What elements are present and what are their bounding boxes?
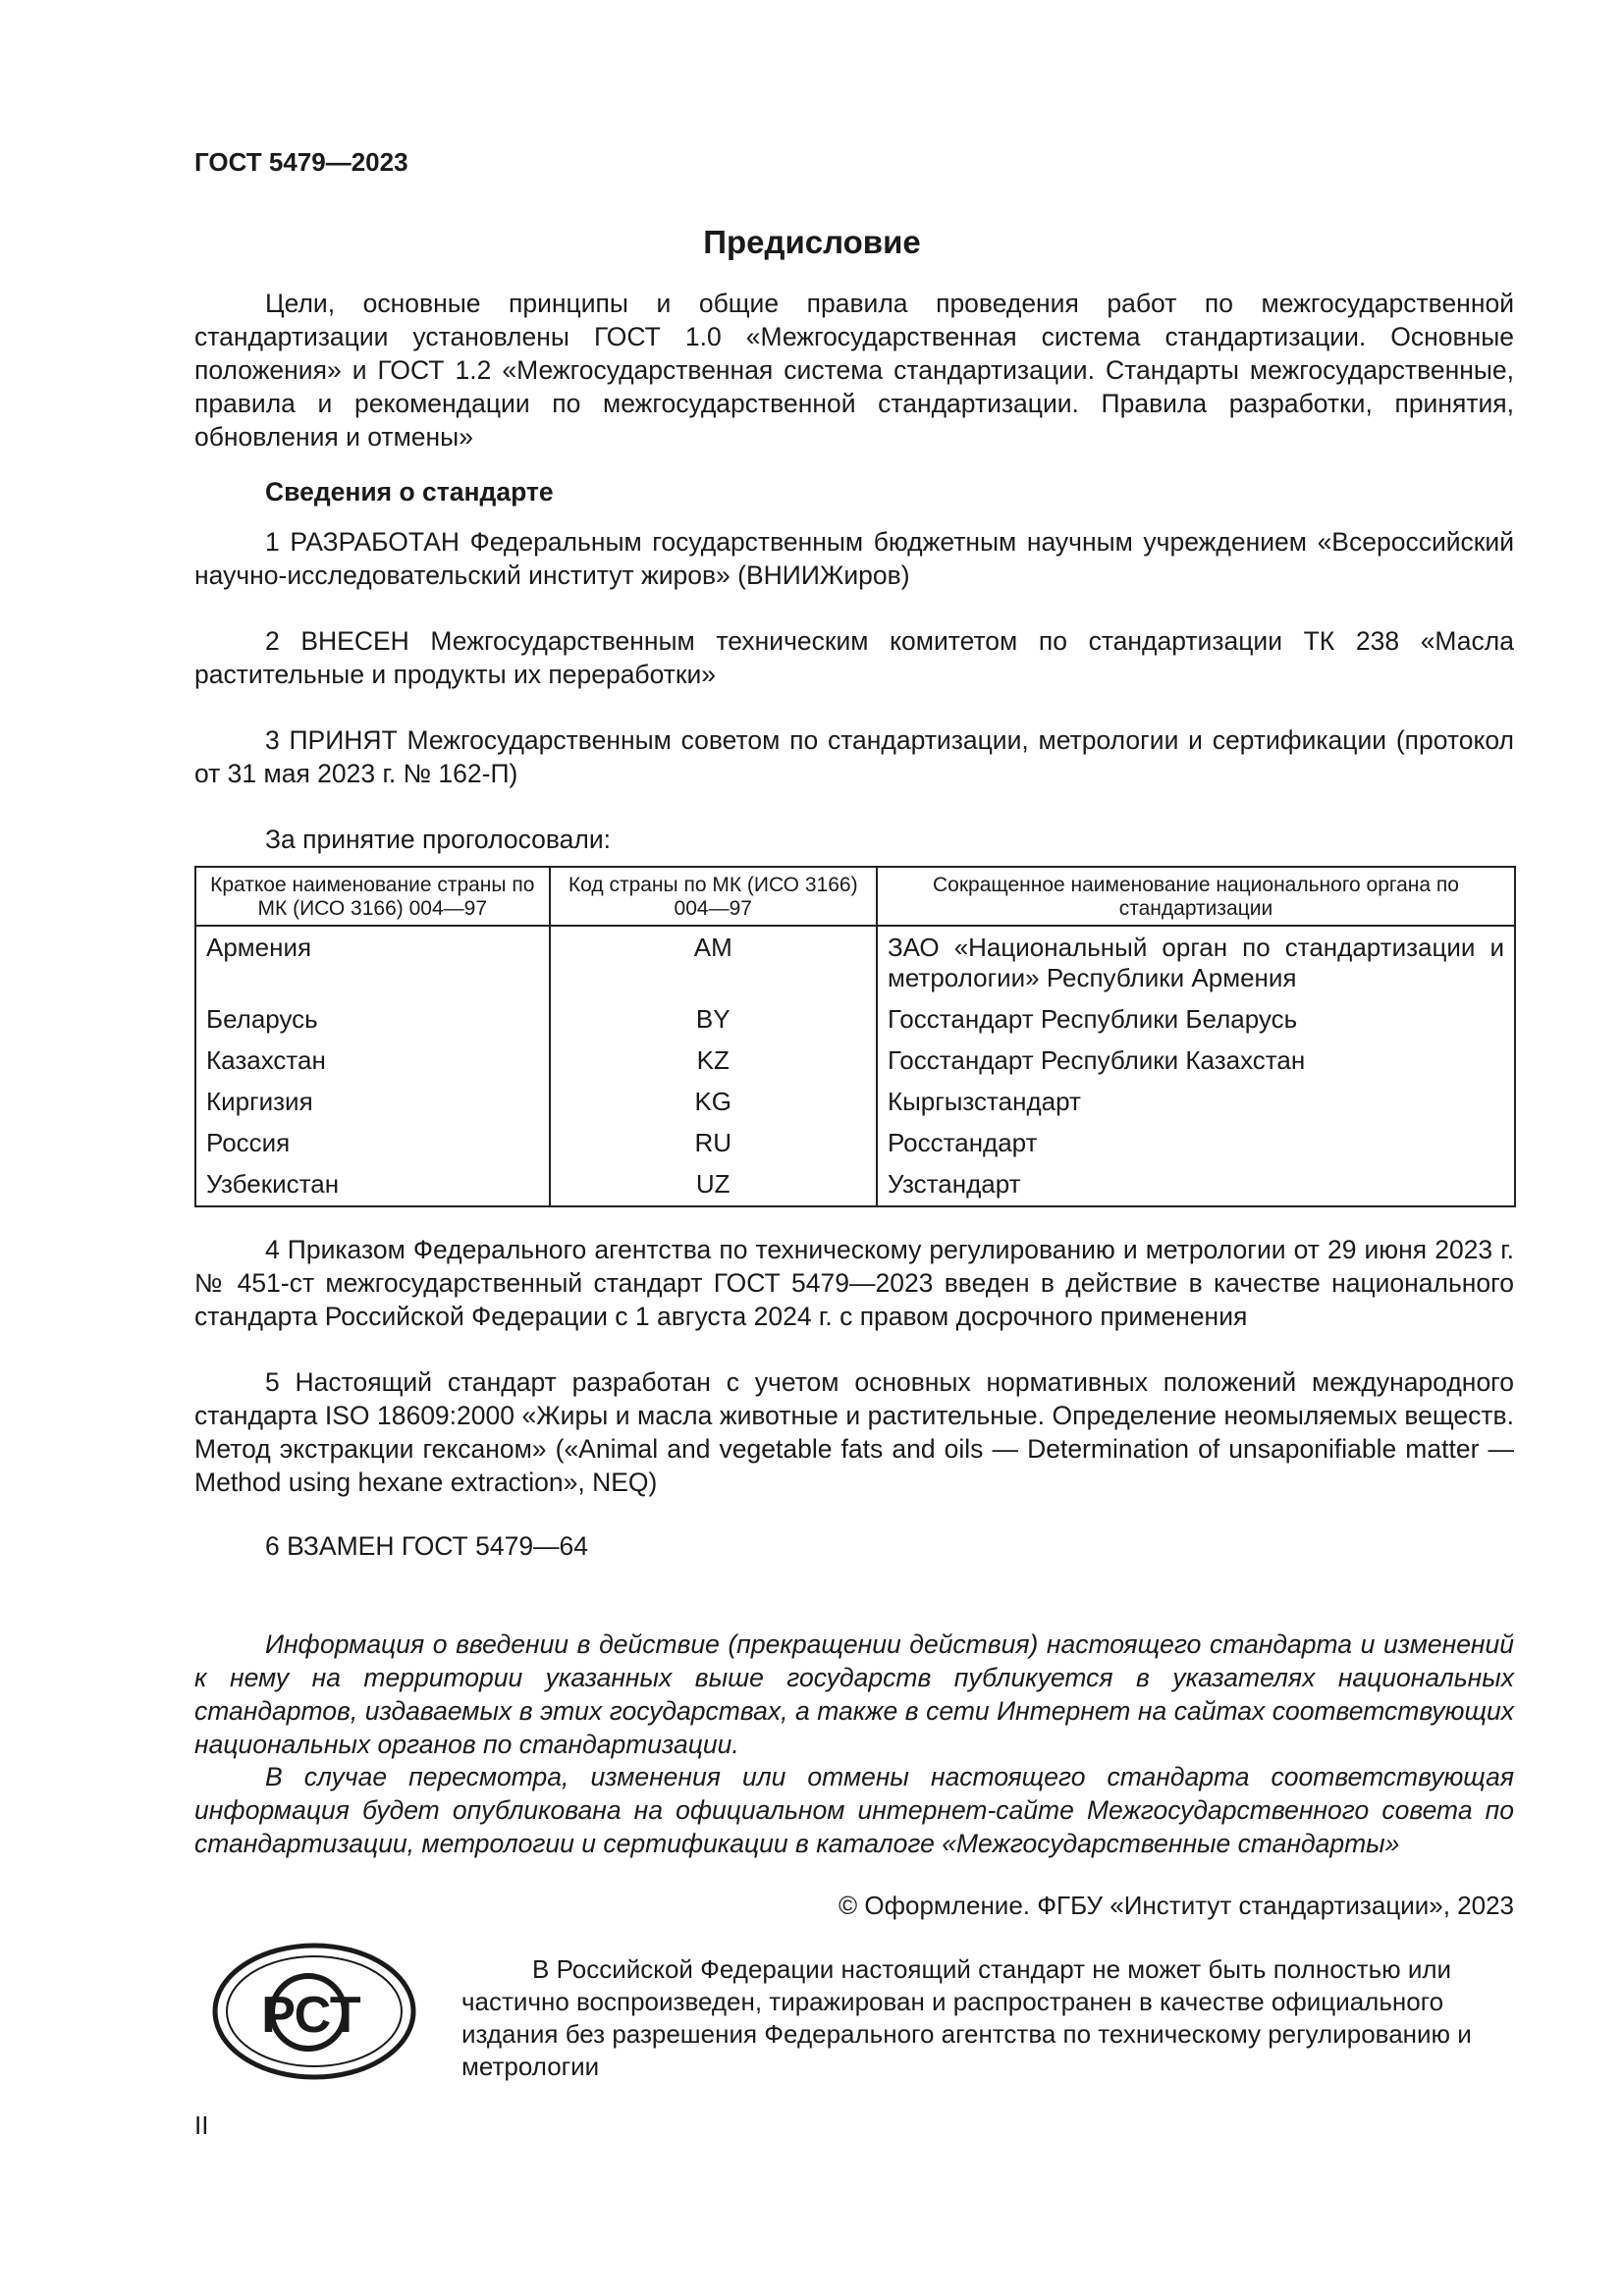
cell-org: Госстандарт Республики Беларусь <box>877 995 1515 1037</box>
table-row <box>195 1119 1515 1160</box>
logo-lettering: РСТ <box>261 1987 361 2044</box>
header-code: Код страны по МК (ИСО 3166) 004—97 <box>550 867 877 926</box>
item-5-basis: 5 Настоящий стандарт разработан с учетом основных нормативных положений международного стандарта ISO 18609:2000 «Жиры и масла животные и растительные. Определение неомыляемых веществ. Метод экстракции гексаном» («Animal and vegetable fats and oils — Determination of unsaponifiable matter — Method using hexane extraction», NEQ) <box>194 1367 1514 1497</box>
cell-code: RU <box>550 1119 877 1160</box>
rst-logo-icon <box>211 1942 417 2081</box>
table-header-row <box>195 867 1515 926</box>
header-org: Сокращенное наименование национального органа по стандартизации <box>877 867 1515 926</box>
item-1-developed: 1 РАЗРАБОТАН Федеральным государственным бюджетным научным учреждением «Всероссийский научно-исследовательский институт жиров» (ВНИИЖиров) <box>194 527 1514 590</box>
table-row <box>195 1160 1515 1206</box>
cell-country: Узбекистан <box>195 1160 550 1206</box>
section-heading: Сведения о стандарте <box>265 477 554 507</box>
cell-country: Киргизия <box>195 1078 550 1119</box>
cell-country: Армения <box>195 926 550 995</box>
cell-org: ЗАО «Национальный орган по стандартизации и метрологии» Республики Армения <box>877 926 1515 995</box>
item-6-replaces: 6 ВЗАМЕН ГОСТ 5479—64 <box>265 1531 589 1561</box>
notice-paragraph-2: В случае пересмотра, изменения или отмены настоящего стандарта соответствующая информация будет опубликована на официальном интернет-сайте Межгосударственного совета по стандартизации, метрологии и сертификации в каталоге «Межгосударственные стандарты» <box>194 1762 1514 1858</box>
copyright-line: © Оформление. ФГБУ «Институт стандартизации», 2023 <box>839 1891 1514 1920</box>
standard-code-header: ГОСТ 5479—2023 <box>194 147 408 177</box>
page-title: Предисловие <box>703 224 921 260</box>
cell-org: Кыргызстандарт <box>877 1078 1515 1119</box>
item-2-submitted: 2 ВНЕСЕН Межгосударственным техническим комитетом по стандартизации ТК 238 «Масла растительные и продукты их переработки» <box>194 626 1514 689</box>
cell-country: Россия <box>195 1119 550 1160</box>
item-3-adopted: 3 ПРИНЯТ Межгосударственным советом по стандартизации, метрологии и сертификации (протокол от 31 мая 2023 г. № 162-П) <box>194 725 1514 788</box>
table-row <box>195 926 1515 995</box>
table-row <box>195 1078 1515 1119</box>
voting-table <box>194 866 1516 1207</box>
cell-org: Госстандарт Республики Казахстан <box>877 1037 1515 1078</box>
cell-org: Росстандарт <box>877 1119 1515 1160</box>
cell-code: UZ <box>550 1160 877 1206</box>
header-country: Краткое наименование страны по МК (ИСО 3166) 004—97 <box>195 867 550 926</box>
cell-code: AM <box>550 926 877 995</box>
intro-paragraph: Цели, основные принципы и общие правила проведения работ по межгосударственной стандартизации установлены ГОСТ 1.0 «Межгосударственная система стандартизации. Основные положения» и ГОСТ 1.2 «Межгосударственная система стандартизации. Стандарты межгосударственные, правила и рекомендации по межгосударственной стандартизации. Правила разработки, принятия, обновления и отмены» <box>194 289 1514 452</box>
notice-paragraph-1: Информация о введении в действие (прекращении действия) настоящего стандарта и изменений к нему на территории указанных выше государств публикуется в указателях национальных стандартов, издаваемых в этих государствах, а также в сети Интернет на сайтах соответствующих национальных органов по стандартизации. <box>194 1629 1514 1759</box>
page-number: II <box>194 2110 209 2140</box>
item-4-order: 4 Приказом Федерального агентства по техническому регулированию и метрологии от 29 июня 2023 г. № 451-ст межгосударственный стандарт ГОСТ 5479—2023 введен в действие в качестве национального стандарта Российской Федерации с 1 августа 2024 г. с правом досрочного применения <box>194 1235 1514 1331</box>
rights-text: В Российской Федерации настоящий стандарт не может быть полностью или частично воспроизведен, тиражирован и распространен в качестве официального издания без разрешения Федерального агентства по техническому регулированию и метрологии <box>461 1954 1472 2081</box>
voting-label: За принятие проголосовали: <box>265 825 612 854</box>
table-row <box>195 1037 1515 1078</box>
cell-country: Казахстан <box>195 1037 550 1078</box>
cell-org: Узстандарт <box>877 1160 1515 1206</box>
cell-country: Беларусь <box>195 995 550 1037</box>
cell-code: KZ <box>550 1037 877 1078</box>
table-row <box>195 995 1515 1037</box>
rights-notice <box>461 1953 1516 2083</box>
cell-code: KG <box>550 1078 877 1119</box>
cell-code: BY <box>550 995 877 1037</box>
